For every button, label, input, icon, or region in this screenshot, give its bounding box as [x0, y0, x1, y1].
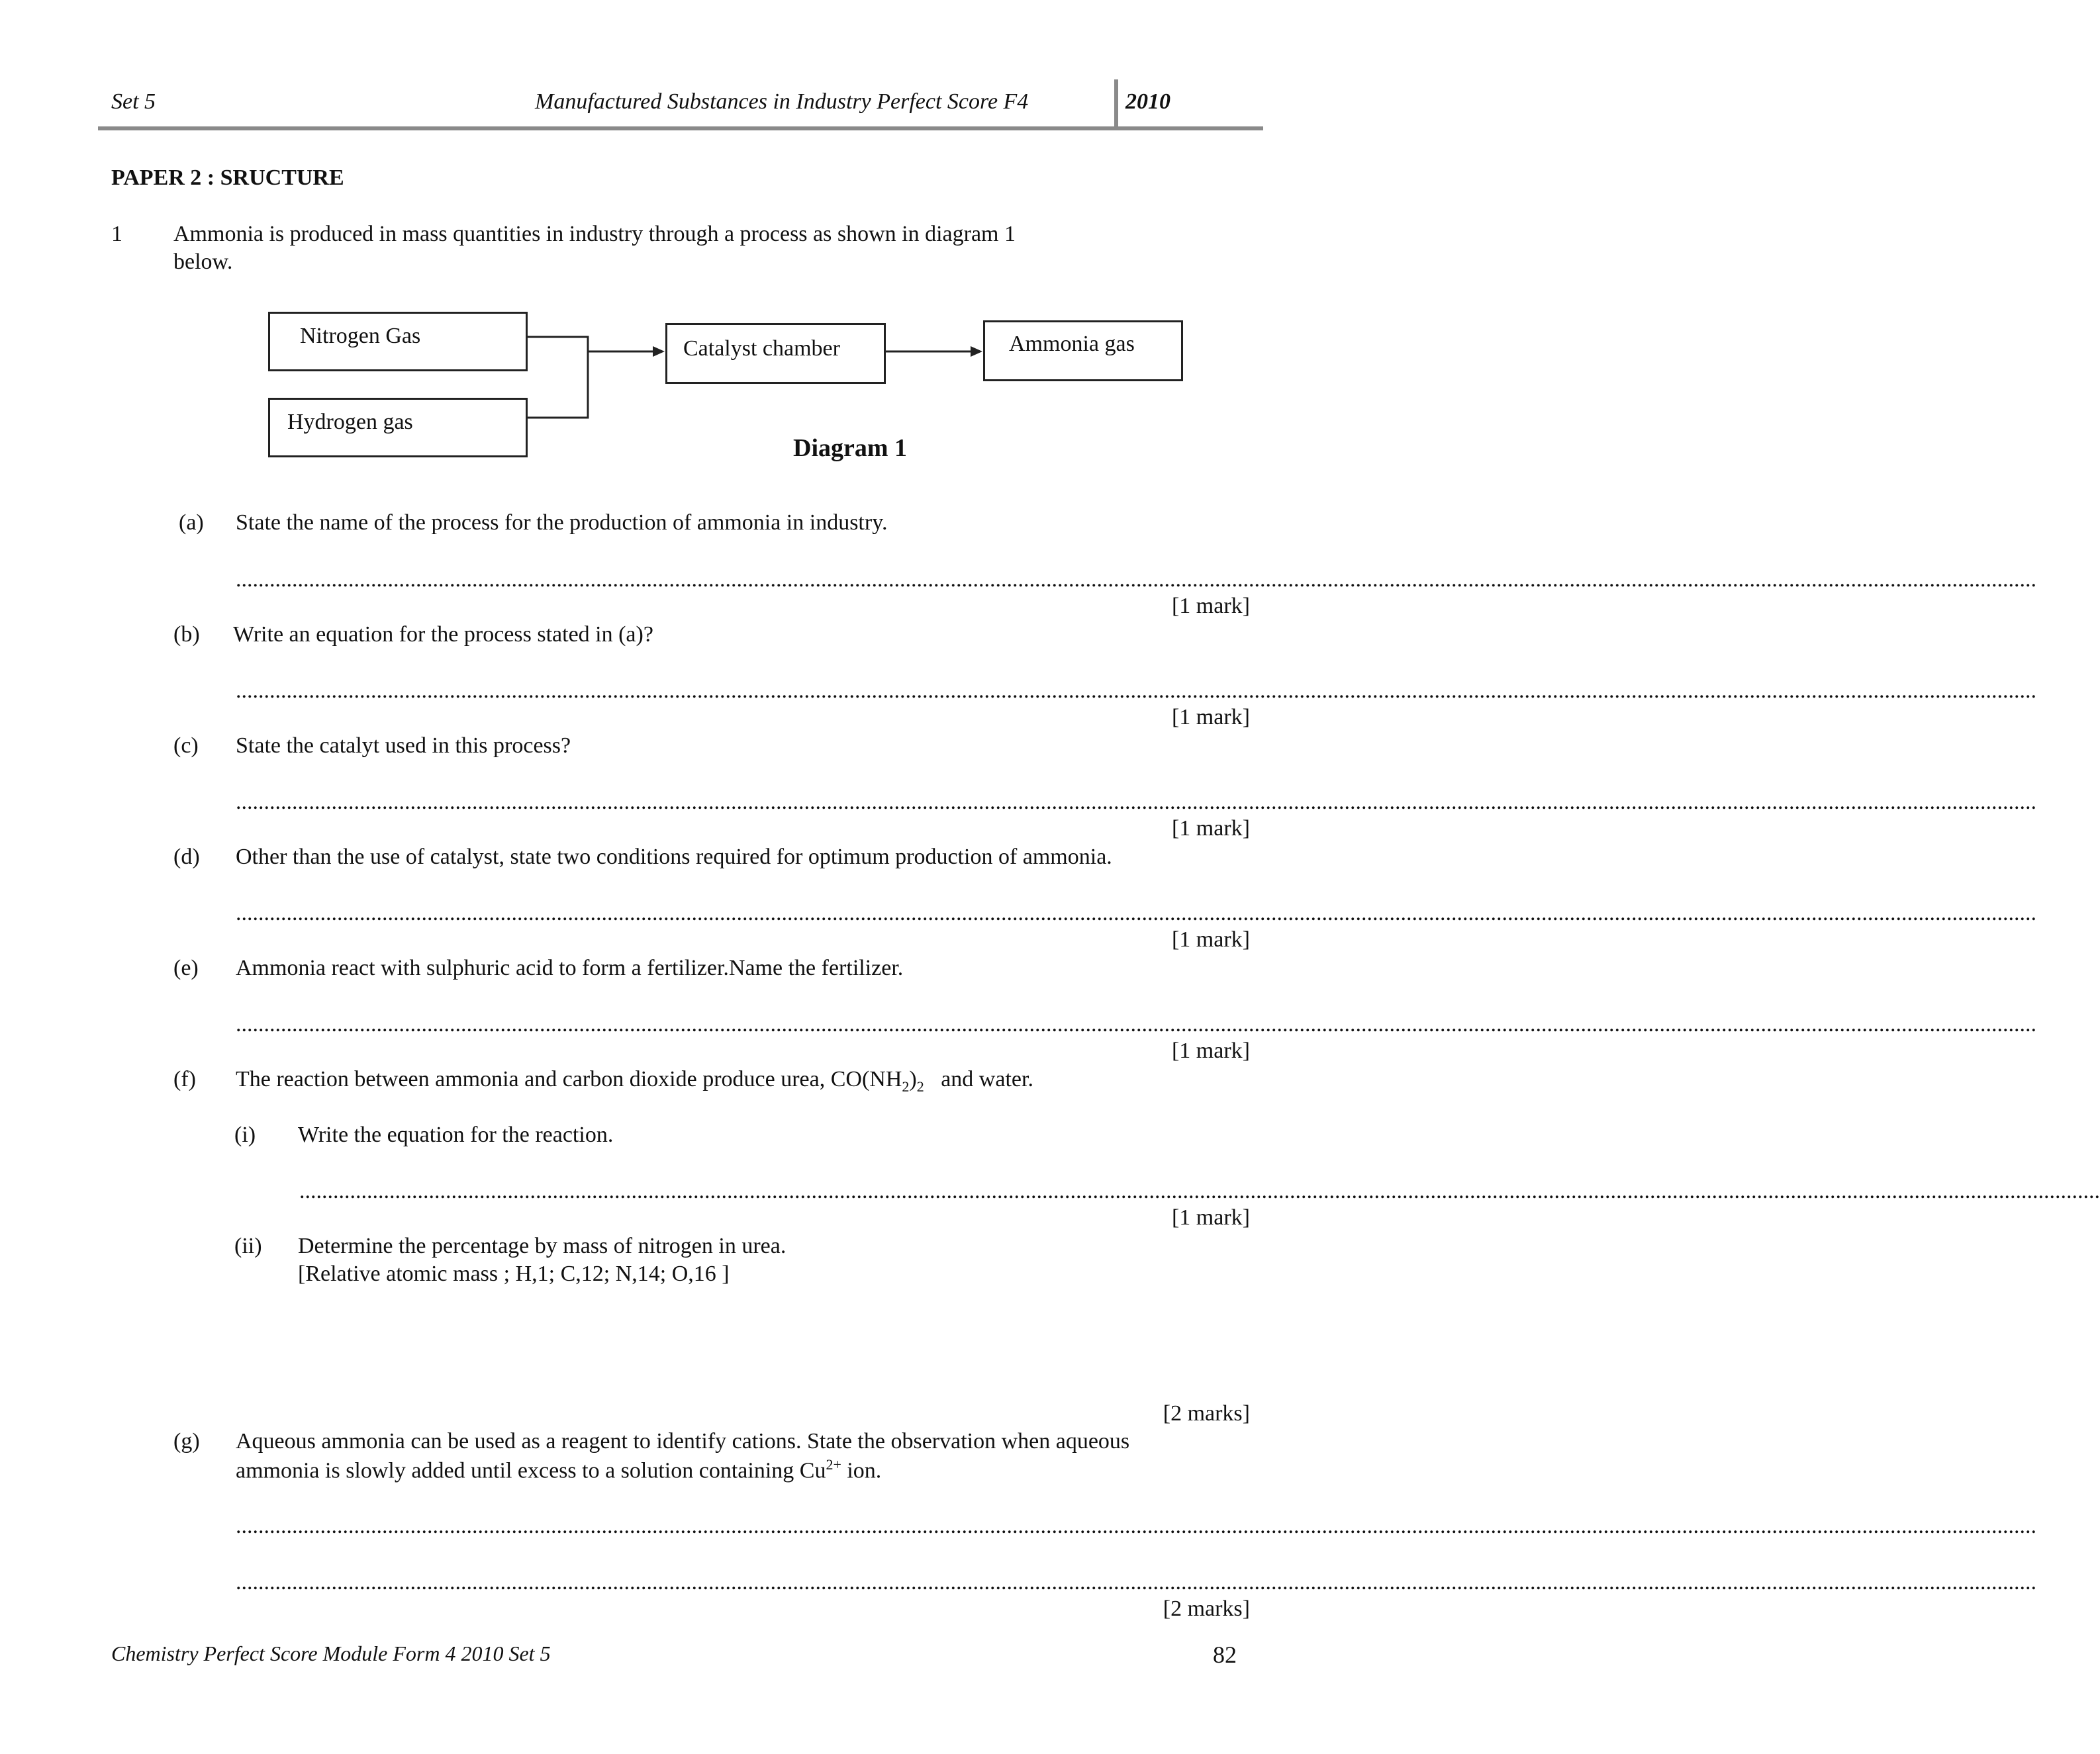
part-f-text-post: and water. [924, 1067, 1033, 1091]
part-b-answer-line[interactable]: ................................................................................................................................................................................................................................................................................................................................ [236, 678, 2036, 703]
footer-left: Chemistry Perfect Score Module Form 4 2010 Set 5 [111, 1641, 551, 1665]
part-g-answer-line-1[interactable]: ................................................................................................................................................................................................................................................................................................................................ [236, 1514, 2036, 1538]
question-intro-line2: below. [173, 250, 233, 274]
part-f-label: (f) [173, 1067, 196, 1091]
hydrogen-gas-label: Hydrogen gas [287, 410, 413, 434]
part-g-label: (g) [173, 1429, 200, 1454]
part-g-text2-pre: ammonia is slowly added until excess to a solution containing Cu [236, 1458, 826, 1483]
footer-page-number: 82 [1213, 1641, 1237, 1668]
part-f-i-text: Write the equation for the reaction. [298, 1123, 614, 1147]
part-f-i-mark: [1 mark] [1171, 1205, 1250, 1230]
part-g-answer-line-2[interactable]: ................................................................................................................................................................................................................................................................................................................................ [236, 1570, 2036, 1594]
part-f-close: ) [909, 1067, 917, 1091]
part-g-sup: 2+ [826, 1456, 841, 1473]
part-f-i-label: (i) [234, 1123, 256, 1147]
header-year: 2010 [1125, 89, 1170, 114]
part-c-label: (c) [173, 733, 199, 758]
part-b-label: (b) [173, 622, 200, 647]
question-number: 1 [111, 222, 122, 246]
part-d-text: Other than the use of catalyst, state two conditions required for optimum production of ammonia. [236, 845, 1112, 869]
part-d-mark: [1 mark] [1171, 927, 1250, 952]
part-f-ii-label: (ii) [234, 1234, 262, 1258]
nitrogen-gas-label: Nitrogen Gas [300, 324, 421, 348]
part-a-answer-line[interactable]: ................................................................................................................................................................................................................................................................................................................................ [236, 567, 2036, 592]
nitrogen-connector [528, 337, 588, 418]
paper-heading: PAPER 2 : SRUCTURE [111, 165, 344, 190]
part-f-text-pre: The reaction between ammonia and carbon dioxide produce urea, CO(NH [236, 1067, 902, 1091]
part-a-label: (a) [179, 510, 204, 535]
part-e-label: (e) [173, 956, 199, 980]
arrow-head-ammonia [971, 346, 982, 357]
part-a-mark: [1 mark] [1171, 594, 1250, 618]
part-b-mark: [1 mark] [1171, 705, 1250, 729]
part-f-sub1: 2 [902, 1078, 910, 1095]
part-g-text2 [236, 1455, 881, 1485]
part-b-text: Write an equation for the process stated in (a)? [233, 622, 653, 647]
part-e-mark: [1 mark] [1171, 1039, 1250, 1063]
part-f-ii-mark: [2 marks] [1163, 1401, 1250, 1426]
part-c-text: State the catalyt used in this process? [236, 733, 571, 758]
header-set: Set 5 [111, 89, 156, 114]
question-intro-line1: Ammonia is produced in mass quantities in industry through a process as shown in diagram 1 [173, 222, 1016, 246]
part-c-mark: [1 mark] [1171, 816, 1250, 841]
header-title: Manufactured Substances in Industry Perfect Score F4 [535, 89, 1029, 114]
part-g-text1: Aqueous ammonia can be used as a reagent to identify cations. State the observation when aqueous [236, 1429, 1130, 1454]
catalyst-chamber-label: Catalyst chamber [683, 336, 840, 361]
diagram-connectors [0, 0, 1356, 503]
part-f-i-answer-line[interactable]: ................................................................................................................................................................................................................................................................................................................................ [299, 1179, 2100, 1203]
part-f-sub2: 2 [916, 1078, 924, 1095]
part-f-ii-text2: [Relative atomic mass ; H,1; C,12; N,14; O,16 ] [298, 1262, 730, 1286]
part-c-answer-line[interactable]: ................................................................................................................................................................................................................................................................................................................................ [236, 790, 2036, 814]
arrow-head-catalyst [653, 346, 665, 357]
part-d-label: (d) [173, 845, 200, 869]
part-d-answer-line[interactable]: ................................................................................................................................................................................................................................................................................................................................ [236, 901, 2036, 925]
part-f-text [236, 1066, 1033, 1095]
part-a-text: State the name of the process for the production of ammonia in industry. [236, 510, 888, 535]
ammonia-gas-label: Ammonia gas [1009, 332, 1135, 356]
part-e-text: Ammonia react with sulphuric acid to form a fertilizer.Name the fertilizer. [236, 956, 904, 980]
part-e-answer-line[interactable]: ................................................................................................................................................................................................................................................................................................................................ [236, 1012, 2036, 1037]
part-g-mark: [2 marks] [1163, 1596, 1250, 1621]
part-g-text2-post: ion. [841, 1458, 882, 1483]
diagram-caption: Diagram 1 [793, 434, 908, 462]
part-f-ii-text1: Determine the percentage by mass of nitrogen in urea. [298, 1234, 787, 1258]
